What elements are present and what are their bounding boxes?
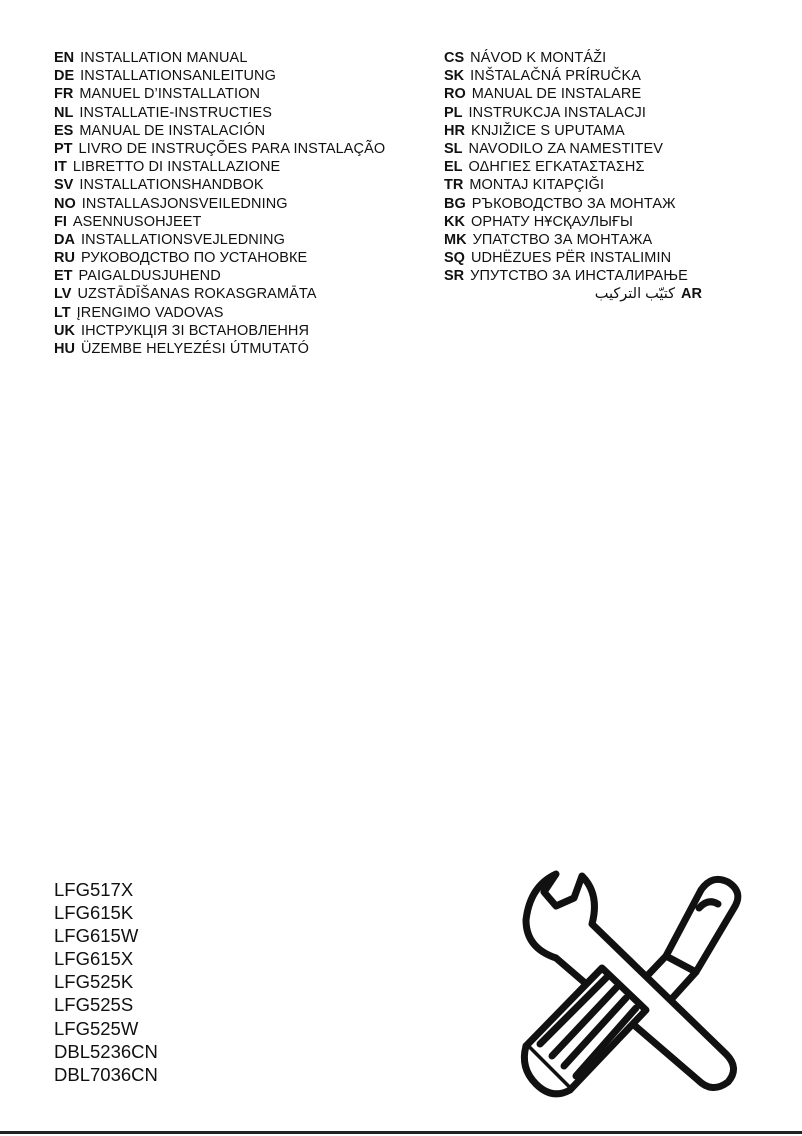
language-entry-hu [54,340,434,358]
manual-title: INSTALLATIONSANLEITUNG [80,68,276,85]
manual-title: РЪКОВОДСТВО ЗА МОНТАЖ [471,195,676,212]
language-code: PT [54,140,73,157]
language-entry-el [444,158,764,176]
language-code: KK [444,213,465,230]
language-code: TR [444,177,464,194]
manual-title: UZSTĀDĪŠANAS ROKASGRAMĀTA [77,286,317,303]
language-code: SK [444,68,465,85]
language-code: EL [444,159,463,176]
language-code: SR [444,268,465,285]
language-entry-ro [444,85,764,103]
language-code: SL [444,140,463,157]
language-entry-mk [444,231,764,249]
language-code: PL [444,104,463,121]
language-code: HU [54,341,75,357]
language-entry-da [54,231,434,249]
language-code: FI [54,213,67,230]
language-entry-et [54,267,434,285]
model-number: LFG615W [54,925,139,947]
language-code: RO [444,86,466,103]
language-entry-sr [444,267,764,285]
language-entry-uk [54,322,434,340]
manual-title: LIBRETTO DI INSTALLAZIONE [72,159,281,176]
manual-title: INSTALLATIONSHANDBOK [79,177,264,194]
language-entry-pt [54,140,434,158]
manual-title: LIVRO DE INSTRUÇÕES PARA INSTALAÇÃO [78,140,386,157]
manual-title: ĮRENGIMO VADOVAS [76,304,224,321]
model-number: LFG615X [54,948,134,970]
bottom-rule [0,1131,802,1134]
manual-title: INSTALLASJONSVEILEDNING [81,195,288,212]
manual-title: PAIGALDUSJUHEND [78,268,221,285]
manual-title: УПАТСТВО ЗА МОНТАЖА [472,231,653,248]
manual-title: INSTALLATION MANUAL [80,50,248,66]
manual-title: NÁVOD K MONTÁŽI [470,50,607,66]
language-entry-sl [444,140,764,158]
language-code: IT [54,159,67,176]
language-code: CS [444,50,465,66]
language-entry-fi [54,213,434,231]
model-list [54,878,158,1086]
language-entry-tr [444,176,764,194]
manual-title: ASENNUSOHJEET [72,213,202,230]
model-number: DBL5236CN [54,1040,158,1062]
language-list-right [444,49,764,304]
language-code: NL [54,104,74,121]
manual-title: ΟΔΗΓΙΕΣ ΕΓΚΑΤΑΣΤΑΣΗΣ [468,159,645,176]
language-code: SQ [444,250,465,267]
language-entry-no [54,195,434,213]
language-entry-pl [444,104,764,122]
language-entry-sq [444,249,764,267]
language-entry-cs [444,49,764,67]
language-entry-nl [54,104,434,122]
language-code: SV [54,177,74,194]
manual-title: KNJIŽICE S UPUTAMA [470,122,625,139]
language-entry-kk [444,213,764,231]
language-entry-de [54,67,434,85]
language-entry-es [54,122,434,140]
model-number: LFG615K [54,902,134,924]
manual-title: INSTRUKCJA INSTALACJI [468,104,647,121]
language-list-left [54,49,434,358]
manual-title: ОРНАТУ НҰСҚАУЛЫҒЫ [470,213,633,230]
language-entry-en [54,49,434,67]
language-code: FR [54,86,74,103]
language-code: DA [54,231,75,248]
manual-title: كتيّب التركيب [594,286,676,303]
manual-title: MANUAL DE INSTALARE [471,86,642,103]
manual-title: INSTALLATIE-INSTRUCTIES [79,104,273,121]
model-number: LFG525S [54,994,134,1016]
language-code: MK [444,231,467,248]
language-entry-lv [54,285,434,303]
language-code: DE [54,68,75,85]
language-entry-ar [444,285,702,303]
manual-title: РУКОВОДСТВО ПО УСТАНОВКЕ [80,250,308,267]
language-entry-ru [54,249,434,267]
manual-title: MANUAL DE INSTALACIÓN [79,122,266,139]
language-code: ES [54,122,74,139]
language-code: LV [54,286,72,303]
language-entry-sv [54,176,434,194]
language-entry-sk [444,67,764,85]
language-code: BG [444,195,466,212]
manual-title: MONTAJ KITAPÇIĞI [469,177,605,194]
manual-title: ІНСТРУКЦІЯ ЗІ ВСТАНОВЛЕННЯ [80,322,310,339]
model-number: LFG525W [54,1017,139,1039]
language-code: AR [681,286,702,303]
manual-title: UDHËZUES PËR INSTALIMIN [470,250,672,267]
language-entry-bg [444,195,764,213]
language-code: HR [444,122,465,139]
language-code: UK [54,322,75,339]
language-entry-it [54,158,434,176]
language-code: EN [54,50,75,66]
manual-title: УПУТСТВО ЗА ИНСТАЛИРАЊЕ [470,268,688,285]
language-code: ET [54,268,73,285]
model-number: DBL7036CN [54,1063,158,1085]
language-entry-fr [54,85,434,103]
language-code: LT [54,304,71,321]
language-code: NO [54,195,76,212]
language-entry-hr [444,122,764,140]
wrench-screwdriver-icon [516,868,756,1108]
manual-title: INSTALLATIONSVEJLEDNING [80,231,285,248]
manual-title: MANUEL D’INSTALLATION [79,86,261,103]
model-number: LFG517X [54,879,134,900]
model-number: LFG525K [54,971,134,993]
manual-title: ÜZEMBE HELYEZÉSI ÚTMUTATÓ [80,341,310,357]
language-code: RU [54,250,75,267]
manual-title: INŠTALAČNÁ PRÍRUČKA [470,68,641,85]
language-entry-lt [54,304,434,322]
manual-title: NAVODILO ZA NAMESTITEV [468,140,664,157]
